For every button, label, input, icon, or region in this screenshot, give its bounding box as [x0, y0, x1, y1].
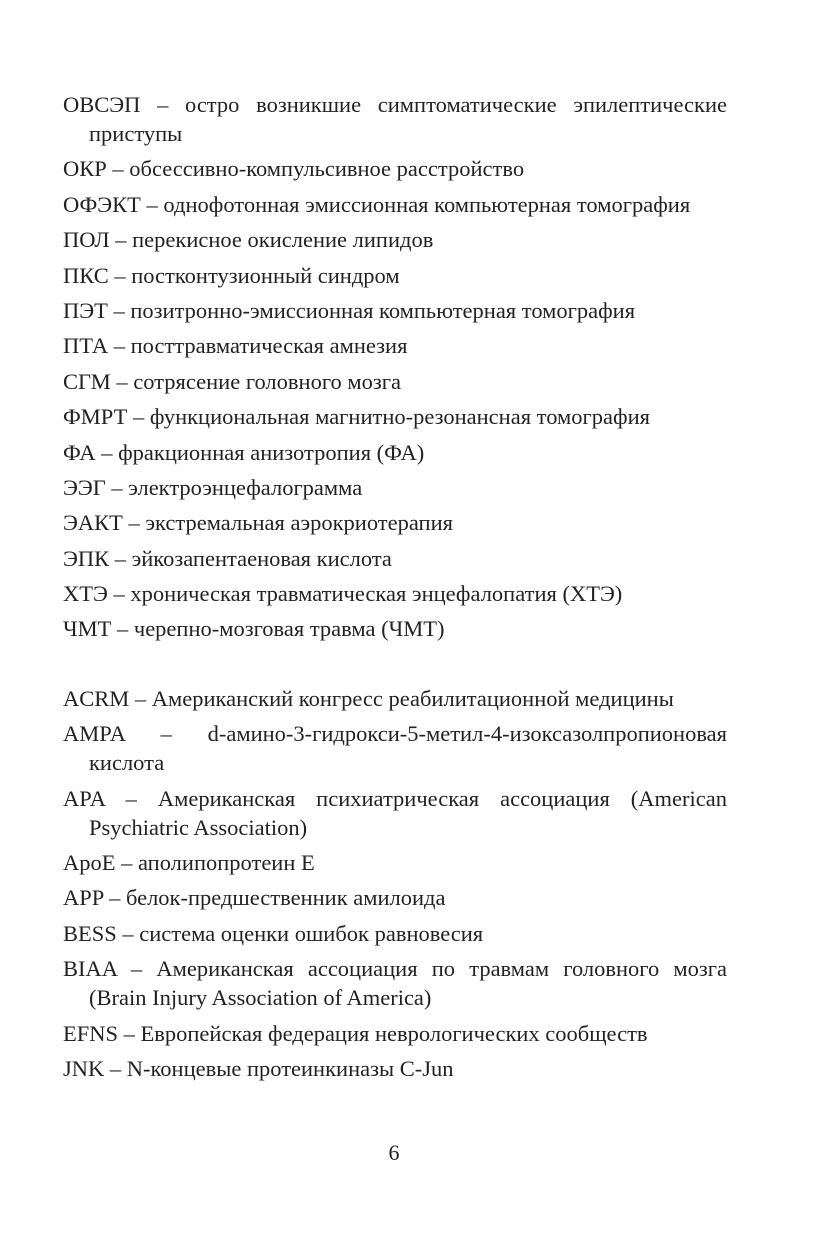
- list-item: ФМРТ – функциональная магнитно-резонансная томография: [63, 404, 650, 430]
- list-item: ЭПК – эйкозапентаеновая кислота: [63, 545, 392, 571]
- list-item: BESS – система оценки ошибок равновесия: [63, 920, 484, 946]
- list-item: AMPA – d-амино-3-гидрокси-5-метил-4-изоксазолпропионовая кислота: [63, 721, 727, 776]
- abbreviation-list-russian: [63, 90, 727, 643]
- list-item: APP – белок-предшественник амилоида: [63, 885, 446, 911]
- list-item: APA – Американская психиатрическая ассоциация (American Psychiatric Association): [63, 785, 727, 840]
- section-spacer: [63, 650, 727, 684]
- list-item: ОФЭКТ – однофотонная эмиссионная компьютерная томография: [63, 191, 691, 217]
- page-number: 6: [388, 1140, 400, 1165]
- list-item: СГМ – сотрясение головного мозга: [63, 368, 401, 394]
- list-item: ЭЭГ – электроэнцефалограмма: [63, 474, 363, 500]
- list-item: ПЭТ – позитронно-эмиссионная компьютерная томография: [63, 297, 636, 323]
- page-content: [63, 90, 727, 1089]
- list-item: JNK – N-концевые протеинкиназы C-Jun: [63, 1055, 454, 1081]
- list-item: ЭАКТ – экстремальная аэрокриотерапия: [63, 510, 453, 536]
- list-item: ЧМТ – черепно-мозговая травма (ЧМТ): [63, 616, 445, 642]
- list-item: ОКР – обсессивно-компульсивное расстройство: [63, 156, 525, 182]
- list-item: ОВСЭП – остро возникшие симптоматические эпилептические приступы: [63, 92, 727, 146]
- list-item: BIAA – Американская ассоциация по травмам головного мозга (Brain Injury Association of America): [63, 956, 727, 1011]
- list-item: EFNS – Европейская федерация неврологических сообществ: [63, 1020, 648, 1046]
- abbreviation-list-latin: [63, 684, 727, 1083]
- list-item: ACRM – Американский конгресс реабилитационной медицины: [63, 685, 674, 711]
- list-item: ApoE – аполипопротеин E: [63, 850, 315, 876]
- list-item: ФА – фракционная анизотропия (ФА): [63, 439, 425, 465]
- list-item: ПОЛ – перекисное окисление липидов: [63, 227, 434, 253]
- list-item: ХТЭ – хроническая травматическая энцефалопатия (ХТЭ): [63, 581, 623, 607]
- list-item: ПТА – посттравматическая амнезия: [63, 333, 408, 359]
- list-item: ПКС – постконтузионный синдром: [63, 262, 400, 288]
